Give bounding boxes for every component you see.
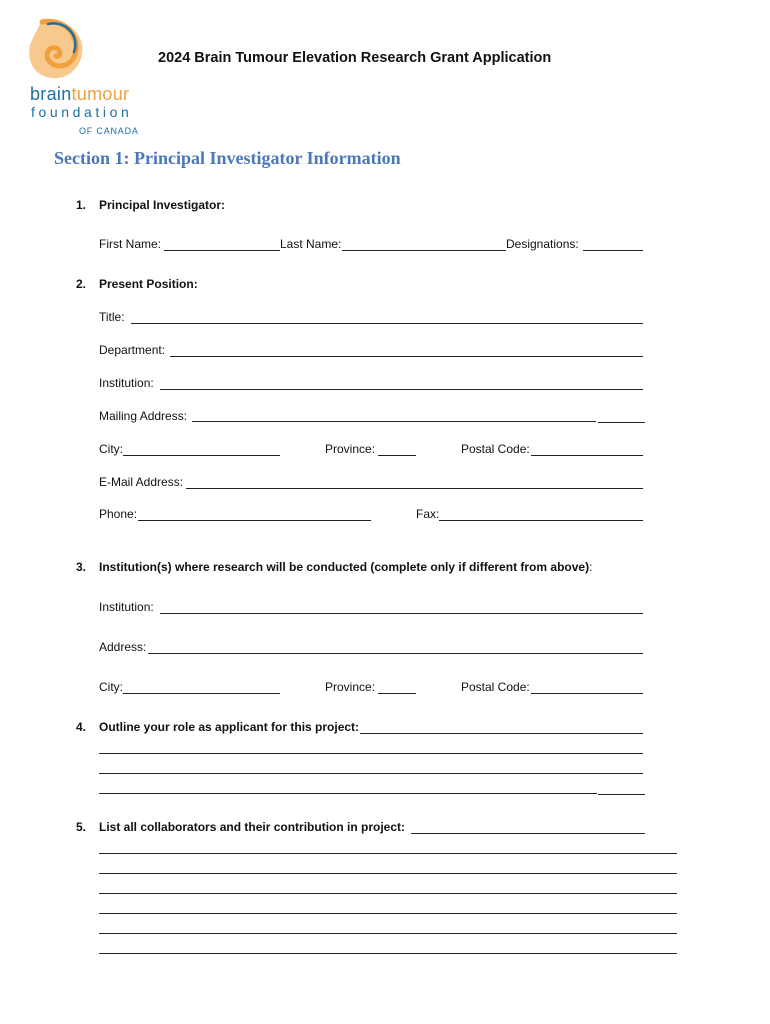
q3-city-label: City: (99, 680, 123, 694)
title-field[interactable] (131, 323, 643, 324)
q3-postal-code-field[interactable] (531, 693, 643, 694)
q3-postal-code-label: Postal Code: (461, 680, 530, 694)
q2-number: 2. (76, 277, 87, 291)
title-label: Title: (99, 310, 125, 324)
phone-label: Phone: (99, 507, 138, 521)
q4-field-line-4-extra[interactable] (598, 794, 645, 795)
fax-label: Fax: (416, 507, 440, 521)
q4-field-line-4[interactable] (99, 793, 597, 794)
mailing-address-label: Mailing Address: (99, 409, 188, 423)
postal-code-field[interactable] (531, 455, 643, 456)
province-label: Province: (325, 442, 376, 456)
q1-number: 1. (76, 198, 87, 212)
q4-field-line-2[interactable] (99, 753, 643, 754)
q3-address-field[interactable] (148, 653, 643, 654)
email-label: E-Mail Address: (99, 475, 184, 489)
q2-label: Present Position: (99, 277, 198, 291)
department-field[interactable] (170, 356, 643, 357)
mailing-address-field-extra[interactable] (598, 422, 645, 423)
q5-field-line-3[interactable] (99, 873, 677, 874)
q5-field-line-7[interactable] (99, 953, 677, 954)
phone-field[interactable] (138, 520, 371, 521)
logo-foundation: foundation (31, 104, 133, 120)
q5-field-line-5[interactable] (99, 913, 677, 914)
q1-label: Principal Investigator: (99, 198, 226, 212)
q4-field-line-1[interactable] (360, 733, 643, 734)
last-name-label: Last Name: (280, 237, 342, 251)
last-name-field[interactable] (342, 250, 506, 251)
q5-field-line-2[interactable] (99, 853, 677, 854)
logo-brain: brain (30, 84, 72, 104)
mailing-address-field[interactable] (192, 421, 596, 422)
q3-province-field[interactable] (378, 693, 416, 694)
document-title: 2024 Brain Tumour Elevation Research Grant Application (158, 50, 552, 66)
department-label: Department: (99, 343, 166, 357)
q3-number: 3. (76, 560, 87, 574)
logo-spiral-icon (26, 18, 88, 82)
q3-province-label: Province: (325, 680, 376, 694)
province-field[interactable] (378, 455, 416, 456)
q4-number: 4. (76, 720, 87, 734)
first-name-field[interactable] (164, 250, 280, 251)
q5-label: List all collaborators and their contribution in project: (99, 820, 406, 834)
q3-colon: : (589, 560, 593, 574)
designations-field[interactable] (583, 250, 643, 251)
q3-city-field[interactable] (123, 693, 280, 694)
q5-field-line-4[interactable] (99, 893, 677, 894)
designations-label: Designations: (506, 237, 579, 251)
institution-label: Institution: (99, 376, 154, 390)
logo-tumour: tumour (71, 84, 130, 104)
q3-institution-label: Institution: (99, 600, 154, 614)
first-name-label: First Name: (99, 237, 162, 251)
logo-wordmark (30, 84, 129, 105)
q3-label-wrap (99, 560, 592, 574)
q3-label: Institution(s) where research will be conducted (complete only if different from above) (99, 560, 590, 574)
q5-number: 5. (76, 820, 87, 834)
q3-address-label: Address: (99, 640, 147, 654)
logo-of-canada: OF CANADA (79, 126, 139, 136)
q5-field-line-1[interactable] (411, 833, 645, 834)
email-field[interactable] (186, 488, 643, 489)
institution-field[interactable] (160, 389, 643, 390)
q4-field-line-3[interactable] (99, 773, 643, 774)
fax-field[interactable] (439, 520, 643, 521)
q4-label: Outline your role as applicant for this project: (99, 720, 360, 734)
city-field[interactable] (123, 455, 280, 456)
city-label: City: (99, 442, 123, 456)
section-heading: Section 1: Principal Investigator Information (54, 148, 401, 168)
postal-code-label: Postal Code: (461, 442, 530, 456)
q3-institution-field[interactable] (160, 613, 643, 614)
q5-field-line-6[interactable] (99, 933, 677, 934)
